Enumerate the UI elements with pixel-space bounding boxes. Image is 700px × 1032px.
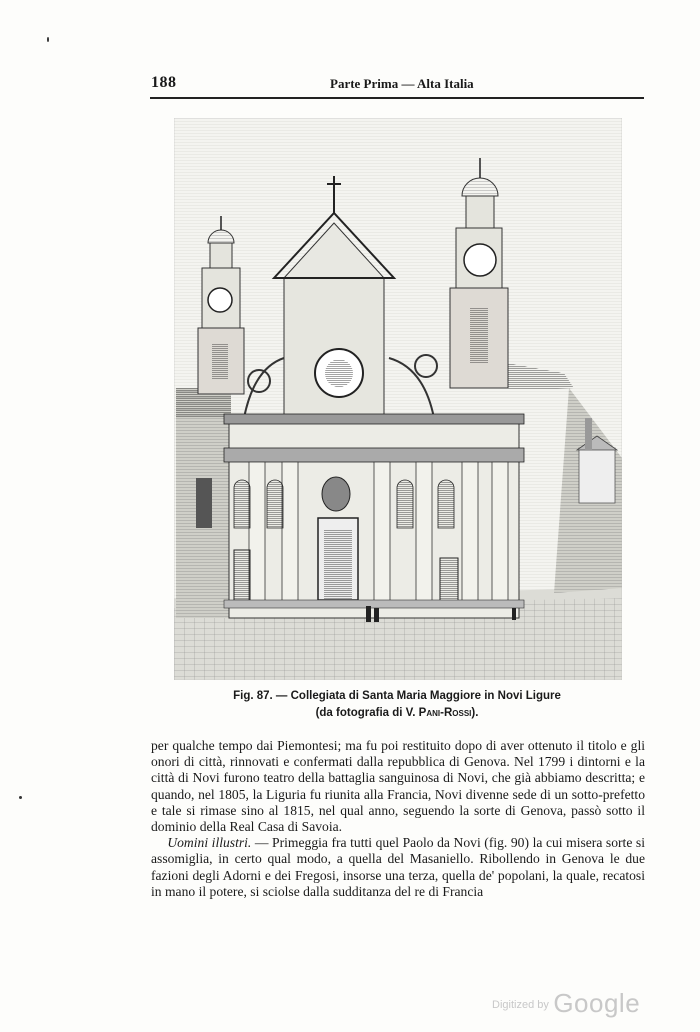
header-rule (150, 97, 644, 99)
church-engraving (174, 118, 622, 680)
scan-speck (47, 37, 49, 42)
page-number: 188 (151, 74, 177, 91)
caption-credit-suffix: ). (471, 707, 479, 719)
figure-label: Fig. 87. (233, 690, 273, 702)
caption-line-2 (150, 705, 644, 722)
running-title: Parte Prima — Alta Italia (330, 76, 474, 91)
paragraph-2-lead: Uomini illustri. (167, 835, 252, 851)
body-text (151, 738, 645, 900)
figure-caption (150, 688, 644, 722)
google-logo: Google (553, 988, 641, 1018)
watermark-prefix: Digitized by (492, 999, 549, 1011)
paragraph-2 (151, 835, 645, 900)
caption-title: — Collegiata di Santa Maria Maggiore in Novi Ligure (272, 690, 561, 702)
scan-speck (19, 796, 22, 799)
caption-credit-name: Pani-Rossi (418, 707, 472, 719)
caption-credit-prefix: (da fotografia di V. (315, 707, 419, 719)
google-watermark (492, 988, 640, 1019)
paragraph-2-text: — Primeggia fra tutti quel Paolo da Novi (fig. 90) la cui misera sorte si assomiglia, in certo qual modo, a quella del Masaniello. Ribollendo in Genova le due fazioni degli Adorni e dei Fregosi, insorse una terza, quella de' popolani, la quale, recatosi in mano il potere, si sciolse dalla sudditanza del re di Francia (151, 835, 645, 899)
caption-line-1 (150, 688, 644, 705)
paragraph-1: per qualche tempo dai Piemontesi; ma fu poi restituito dopo di aver ottenuto il titolo e gli onori di città, rinnovati e confermati dalla repubblica di Genova. Nel 1799 i dintorni e la città di Novi furono teatro della battaglia sanguinosa di Novi, che già abbiamo descritta; e quando, nel 1805, la Liguria fu riunita alla Francia, Novi divenne sede di un sotto-prefetto e tale si rimase sino al 1815, nel qual anno, seguendo la sorte di Genova, passò sotto il dominio della Real Casa di Savoia. (151, 738, 645, 835)
